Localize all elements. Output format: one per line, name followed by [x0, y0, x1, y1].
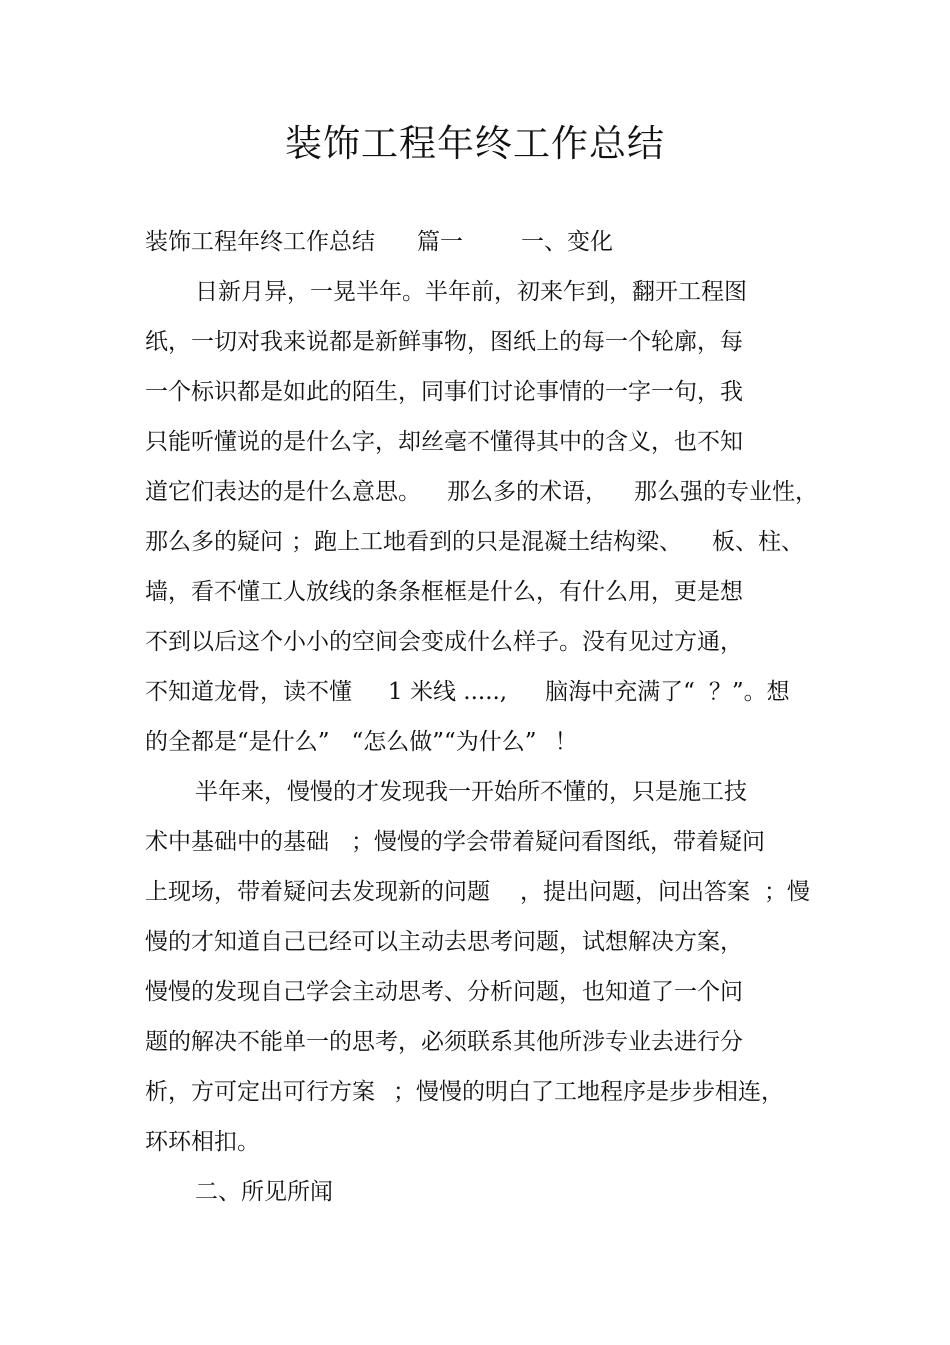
section-heading: 二、所见所闻	[195, 1179, 333, 1205]
paragraph-line	[145, 826, 765, 858]
paragraph-line: 日新月异，一晃半年。半年前，初来乍到，翻开工程图	[195, 279, 747, 305]
paragraph-line: 题的解决不能单一的思考，必须联系其他所涉专业去进行分	[145, 1029, 743, 1055]
text-run: 板、柱、	[712, 529, 804, 555]
paragraph-line: 只能听懂说的是什么字，却丝毫不懂得其中的含义，也不知	[145, 429, 743, 455]
text-run: 那么强的专业性，	[634, 479, 818, 505]
text-run: 那么多的疑问	[145, 529, 283, 555]
text-run: ，提出问题，问出答案	[520, 879, 750, 905]
text-run: 脑海中充满了“	[545, 679, 695, 705]
paragraph-line: 一个标识都是如此的陌生，同事们讨论事情的一字一句，我	[145, 379, 743, 405]
text-run: 析，方可定出可行方案	[145, 1079, 375, 1105]
paragraph-line: 慢慢的发现自己学会主动思考、分析问题，也知道了一个问	[145, 979, 743, 1005]
text-run: ；慢慢的学会带着疑问看图纸，带着疑问	[351, 829, 765, 855]
text-run: “怎么做”“为什么”	[351, 729, 537, 755]
text-run: ；慢慢的明白了工地程序是步步相连，	[393, 1079, 784, 1105]
text-run: 术中基础中的基础	[145, 829, 329, 855]
paragraph-line: 不到以后这个小小的空间会变成什么样子。没有见过方通，	[145, 629, 743, 655]
header-section: 一、变化	[521, 229, 613, 255]
paragraph-line: 慢的才知道自己已经可以主动去思考问题，试想解决方案，	[145, 929, 743, 955]
paragraph-line	[145, 876, 810, 908]
text-run: ；跑上工地看到的只是混凝土结构梁、	[291, 529, 682, 555]
text-run: ？”。想	[708, 679, 790, 705]
document-title: 装饰工程年终工作总结	[285, 122, 665, 165]
paragraph-line	[145, 1076, 784, 1108]
text-run: 那么多的术语，	[447, 479, 608, 505]
section-header	[145, 226, 613, 258]
text-run: 1 米线 .....,	[388, 679, 508, 705]
text-run: ；慢	[764, 879, 810, 905]
text-run: 上现场，带着疑问去发现新的问题	[145, 879, 490, 905]
paragraph-line	[145, 476, 818, 508]
paragraph-line	[145, 676, 790, 708]
paragraph-line: 墙，看不懂工人放线的条条框框是什么，有什么用，更是想	[145, 579, 743, 605]
paragraph-line	[145, 726, 578, 758]
text-run: 不知道龙骨，读不懂	[145, 679, 352, 705]
paragraph-line	[145, 526, 804, 558]
header-part: 篇一	[417, 229, 463, 255]
paragraph-line: 环环相扣。	[145, 1129, 260, 1155]
paragraph-line: 半年来，慢慢的才发现我一开始所不懂的，只是施工技	[195, 779, 747, 805]
text-run: 道它们表达的是什么意思。	[145, 479, 421, 505]
text-run: 的全都是“是什么”	[145, 729, 330, 755]
header-name: 装饰工程年终工作总结	[145, 229, 375, 255]
paragraph-line: 纸，一切对我来说都是新鲜事物，图纸上的每一个轮廓，每	[145, 329, 743, 355]
text-run: ！	[554, 729, 578, 755]
